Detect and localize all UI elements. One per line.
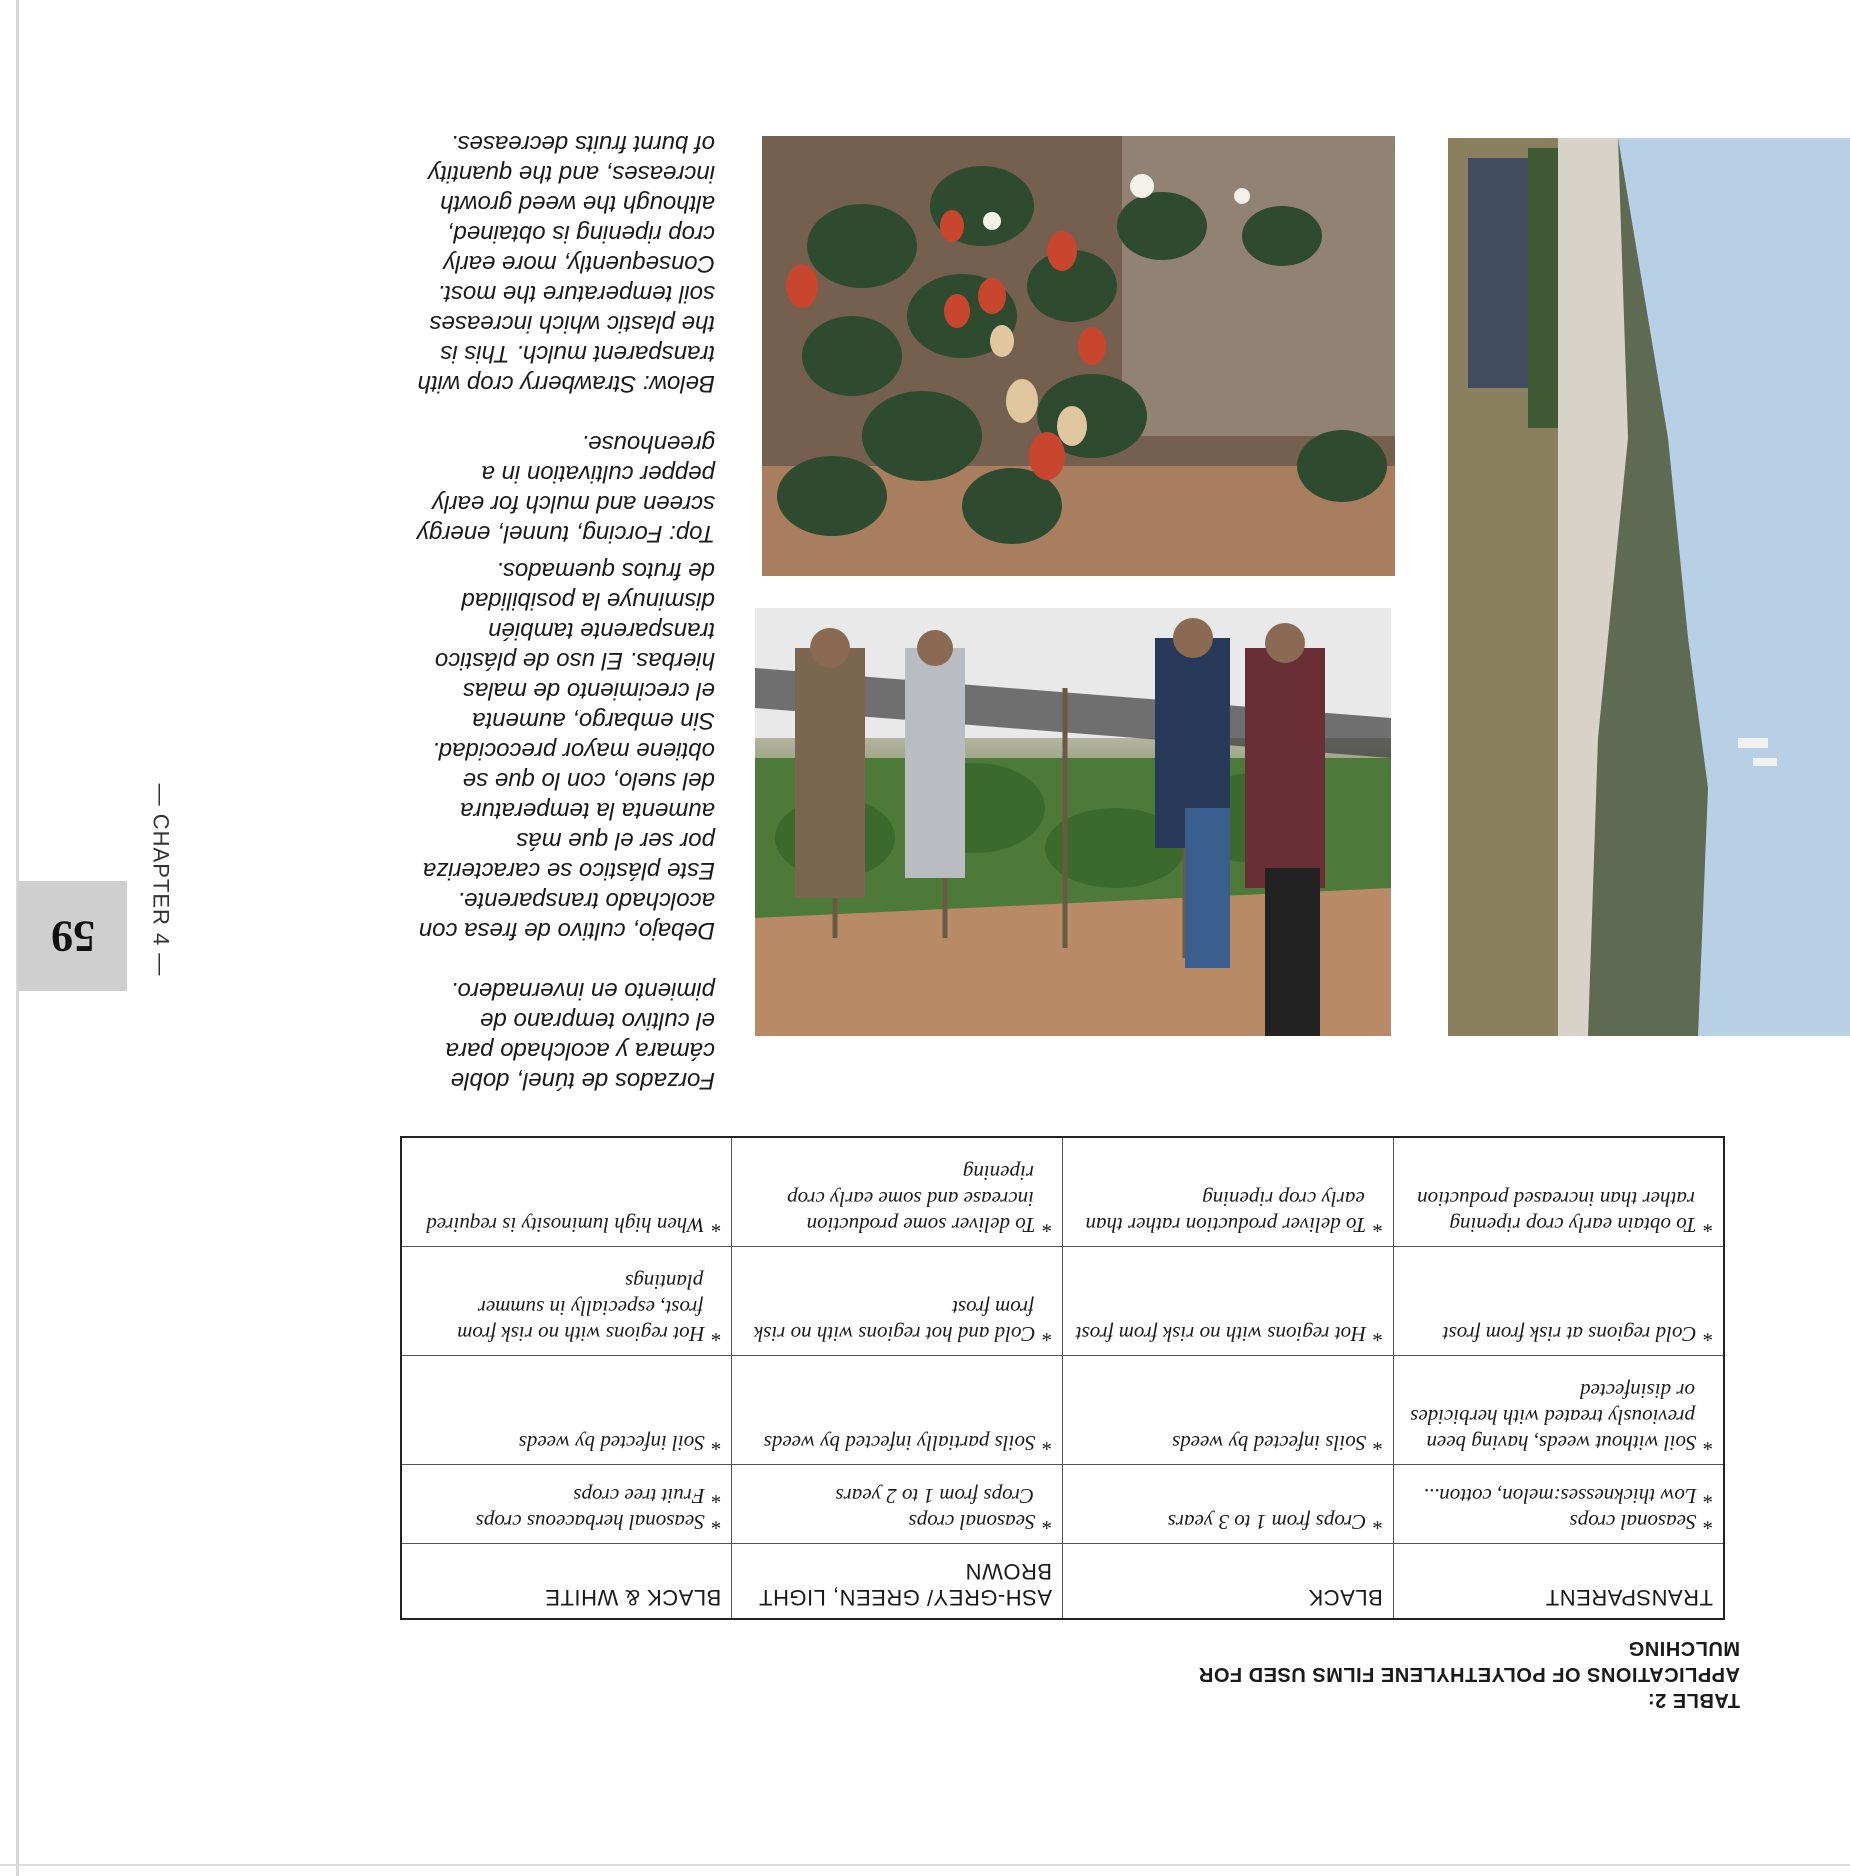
page-number: 59 [50,911,95,961]
page-number-tab [18,881,127,991]
chapter-label-wrap [140,740,180,1020]
table-cell-text: Hot regions with no risk from frost, especially in summer plantings [457,1269,705,1346]
strawberry-photo [762,136,1395,576]
table-cell-item [1404,1509,1713,1535]
table-cell [732,1355,1063,1464]
table-cell-item [1073,1430,1383,1456]
table-cell-text: To obtain early crop ripening rather than increased production [1417,1187,1697,1238]
table-cell-item [742,1430,1052,1456]
asterisk-bullet-icon: * [710,1510,722,1534]
table-cell-text: When high luminosity is required [426,1213,705,1238]
greenhouse-photo [755,608,1391,1036]
table-cell-item [1404,1321,1713,1347]
table-cell-text: To deliver production rather than early crop ripening [1085,1187,1367,1238]
asterisk-bullet-icon: * [1372,1430,1383,1455]
table-cell-text: Soil without weeds, having been previously treated with herbicides or disinfected [1410,1378,1697,1455]
table-cell-item [412,1509,721,1535]
table-cell-item [1404,1378,1713,1456]
table-cell-item [412,1269,721,1347]
mulching-table-wrap [400,1136,1725,1620]
table-cell-text: Soils partially infected by weeds [763,1430,1036,1455]
landscape-photo [1448,138,1850,1036]
table-cell-text: Low thicknesses:melon, cotton... [1423,1484,1697,1508]
asterisk-bullet-icon: * [1702,1321,1713,1346]
table-cell-text: Soils infected by weeds [1172,1430,1367,1455]
table-row [401,1355,1724,1464]
header-transparent: TRANSPARENT [1393,1544,1724,1620]
asterisk-bullet-icon: * [1702,1510,1713,1534]
table-cell [732,1247,1063,1356]
table-cell-text: Seasonal herbaceous crops [475,1510,705,1534]
table-cell [1393,1247,1724,1356]
table-cell-item [742,1295,1052,1347]
table-cell-item [1073,1321,1383,1347]
table-cell [401,1247,732,1356]
asterisk-bullet-icon: * [1041,1321,1052,1346]
table-row [401,1137,1724,1247]
asterisk-bullet-icon: * [1041,1510,1052,1534]
table-cell-item [742,1160,1052,1238]
table-cell-item [412,1212,721,1238]
table-header-row [401,1544,1724,1620]
table-title: TABLE 2: APPLICATIONS OF POLYETHYLENE FILMS USED FOR MULCHING [1198,1637,1740,1711]
asterisk-bullet-icon: * [1372,1510,1383,1534]
header-ash-grey: ASH-GREY/ GREEN, LIGHT BROWN [732,1544,1063,1620]
table-cell [401,1137,732,1247]
landscape-photo-art [1448,138,1850,1036]
asterisk-bullet-icon: * [1372,1213,1383,1238]
page-bottom-line [0,1864,1850,1866]
table-cell-item [742,1483,1052,1535]
table-body [401,1137,1724,1544]
table-cell [1393,1464,1724,1543]
asterisk-bullet-icon: * [710,1430,722,1455]
table-cell-item [1073,1186,1383,1238]
asterisk-bullet-icon: * [710,1484,722,1508]
caption-spanish: Forzados de túnel, doble cámara y acolchado para el cultivo temprano de pimiento en invernadero. Debajo, cultivo de fresa con acolchado transparente. Este plástico se caracteriza por ser el que más aumenta la temperatura del suelo, con lo que se obtiene mayor precocidad. Sin embargo, aumenta el crecimiento de malas hierbas. El uso de plástico transparente también disminuye la posibilidad de frutos quemados. [418,557,715,1094]
table-cell-text: Cold and hot regions with no risk from frost [753,1295,1036,1346]
table-cell-text: Cold regions at risk from frost [1442,1321,1697,1346]
chapter-label: — CHAPTER 4 — [148,783,174,977]
table-cell [401,1464,732,1543]
asterisk-bullet-icon: * [710,1213,722,1238]
table-cell-text: Seasonal crops Crops from 1 to 2 years [835,1484,1036,1534]
table-cell-item [1404,1483,1713,1509]
table-cell-item [412,1430,721,1456]
asterisk-bullet-icon: * [1041,1430,1052,1455]
asterisk-bullet-icon: * [710,1321,722,1346]
table-cell-item [1073,1509,1383,1535]
table-row [401,1464,1724,1543]
table-row [401,1247,1724,1356]
table-cell-item [412,1483,721,1509]
asterisk-bullet-icon: * [1702,1484,1713,1508]
header-black: BLACK [1063,1544,1394,1620]
table-cell [732,1464,1063,1543]
greenhouse-photo-art [755,608,1391,1036]
table-cell-text: Soil infected by weeds [518,1430,705,1455]
table-cell [1393,1355,1724,1464]
table-cell [1393,1137,1724,1247]
table-cell-text: Crops from 1 to 3 years [1167,1510,1367,1534]
caption-english: Top: Forcing, tunnel, energy screen and mulch for early pepper cultivation in a greenhouse. Below: Strawberry crop with transparent mulch. This is the plastic which increases soil temperature the most. Consequently, more early crop ripening is obtained, although the weed growth increases, and the quantity of burnt fruits decreases. [417,130,715,547]
strawberry-photo-art [762,136,1395,576]
asterisk-bullet-icon: * [1702,1430,1713,1455]
asterisk-bullet-icon: * [1041,1213,1052,1238]
table-cell [1063,1355,1394,1464]
table-cell [401,1355,732,1464]
table-cell [732,1137,1063,1247]
table-cell-text: To deliver some production increase and some early crop ripening [787,1161,1036,1238]
table-cell-text: Hot regions with no risk from frost [1075,1321,1367,1346]
table-cell-text: Seasonal crops [1569,1510,1697,1534]
mulching-table [400,1136,1725,1620]
table-cell [1063,1247,1394,1356]
header-black-white: BLACK & WHITE [401,1544,732,1620]
table-cell-item [1404,1186,1713,1238]
asterisk-bullet-icon: * [1702,1213,1713,1238]
table-cell [1063,1137,1394,1247]
table-cell-text: Fruit tree crops [573,1484,705,1508]
asterisk-bullet-icon: * [1372,1321,1383,1346]
table-cell [1063,1464,1394,1543]
